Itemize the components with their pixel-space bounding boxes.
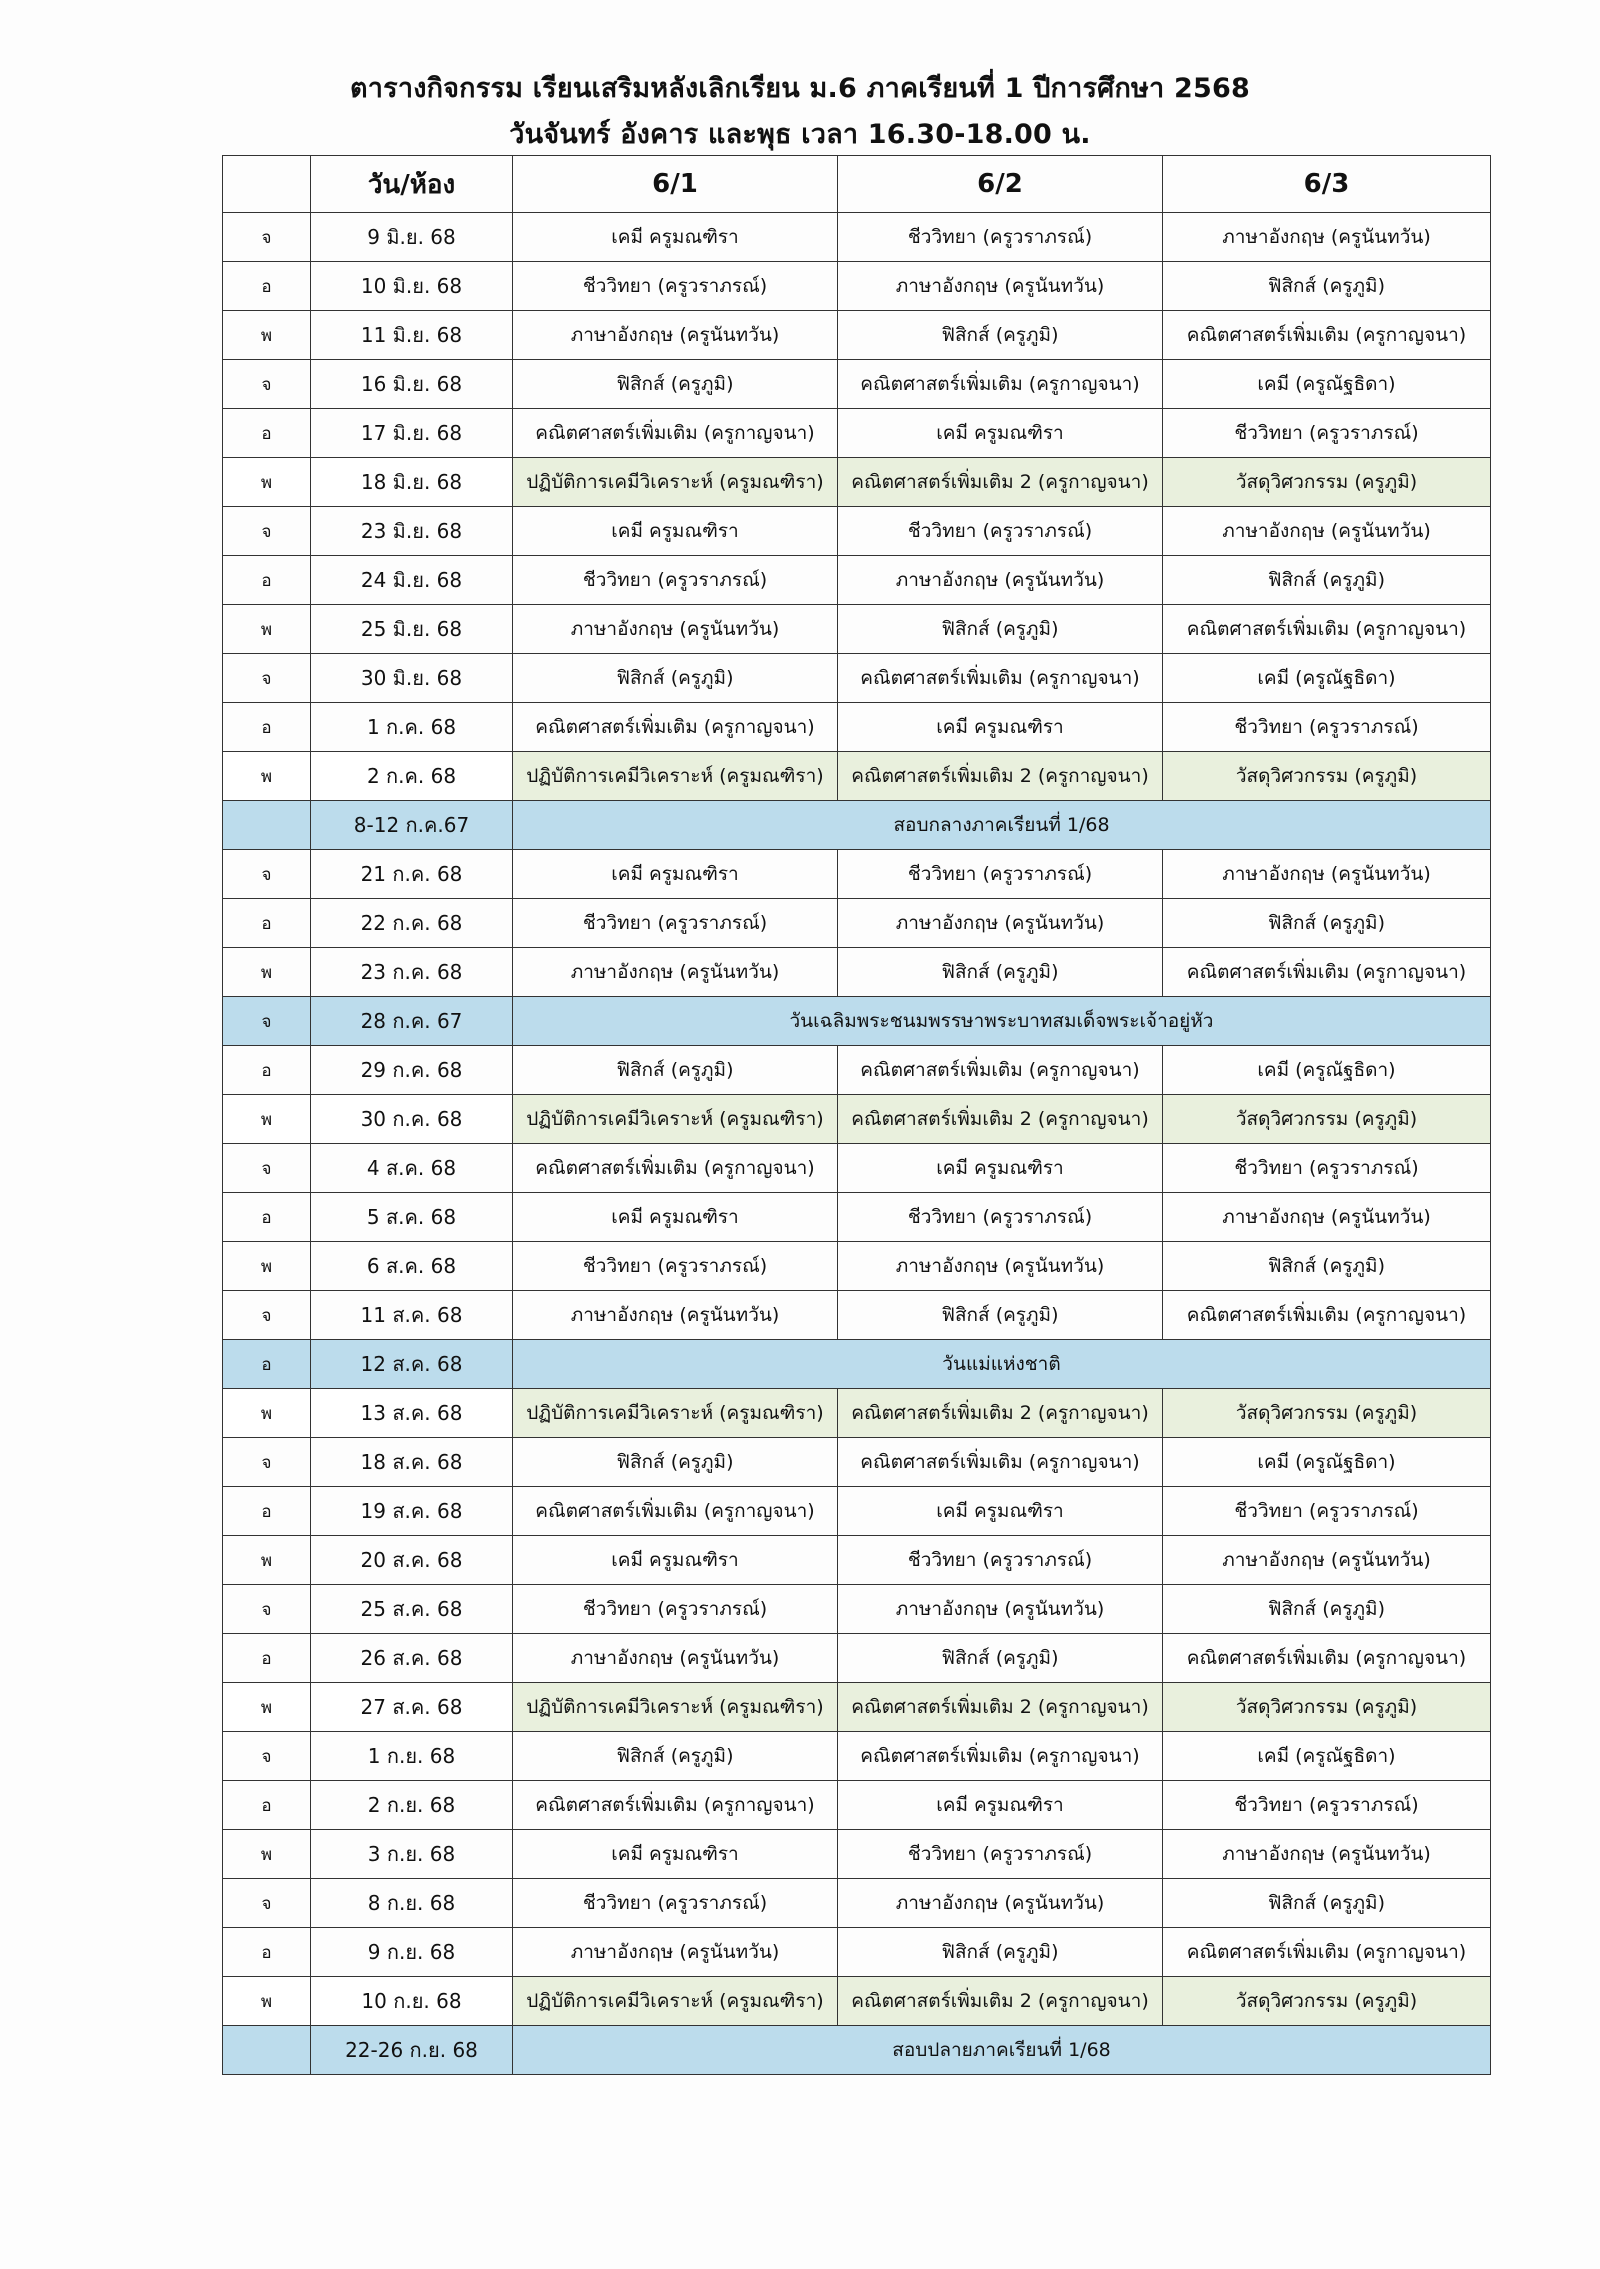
- date-cell: 25 มิ.ย. 68: [311, 605, 513, 654]
- date-cell: 24 มิ.ย. 68: [311, 556, 513, 605]
- room-6-3-cell: ชีววิทยา (ครูวราภรณ์): [1163, 409, 1491, 458]
- table-row: [223, 850, 1491, 899]
- event-note-cell: สอบปลายภาคเรียนที่ 1/68: [513, 2026, 1491, 2075]
- date-cell: 1 ก.ย. 68: [311, 1732, 513, 1781]
- room-6-1-cell: ฟิสิกส์ (ครูภูมิ): [513, 1438, 838, 1487]
- room-6-1-cell: ภาษาอังกฤษ (ครูนันทวัน): [513, 1928, 838, 1977]
- room-6-1-cell: ฟิสิกส์ (ครูภูมิ): [513, 1732, 838, 1781]
- date-cell: 17 มิ.ย. 68: [311, 409, 513, 458]
- date-cell: 25 ส.ค. 68: [311, 1585, 513, 1634]
- table-row: [223, 262, 1491, 311]
- page-subtitle: วันจันทร์ อังคาร และพุธ เวลา 16.30-18.00 น.: [509, 119, 1091, 150]
- room-6-2-cell: คณิตศาสตร์เพิ่มเติม (ครูกาญจนา): [838, 360, 1163, 409]
- day-cell: จ: [223, 1585, 311, 1634]
- day-cell: พ: [223, 1977, 311, 2026]
- room-6-2-cell: ภาษาอังกฤษ (ครูนันทวัน): [838, 1242, 1163, 1291]
- room-6-1-cell: ชีววิทยา (ครูวราภรณ์): [513, 1879, 838, 1928]
- room-6-3-cell: วัสดุวิศวกรรม (ครูภูมิ): [1163, 752, 1491, 801]
- table-row: [223, 948, 1491, 997]
- event-row: [223, 997, 1491, 1046]
- room-6-3-cell: ภาษาอังกฤษ (ครูนันทวัน): [1163, 213, 1491, 262]
- event-row: [223, 2026, 1491, 2075]
- event-row: [223, 1340, 1491, 1389]
- room-6-3-cell: เคมี (ครูณัฐธิดา): [1163, 654, 1491, 703]
- room-6-3-cell: ภาษาอังกฤษ (ครูนันทวัน): [1163, 507, 1491, 556]
- table-row: [223, 605, 1491, 654]
- room-6-3-cell: เคมี (ครูณัฐธิดา): [1163, 1438, 1491, 1487]
- event-row: [223, 801, 1491, 850]
- room-6-3-cell: คณิตศาสตร์เพิ่มเติม (ครูกาญจนา): [1163, 948, 1491, 997]
- room-6-2-cell: ชีววิทยา (ครูวราภรณ์): [838, 213, 1163, 262]
- table-row: [223, 1879, 1491, 1928]
- date-cell: 1 ก.ค. 68: [311, 703, 513, 752]
- date-cell: 20 ส.ค. 68: [311, 1536, 513, 1585]
- table-row: [223, 1242, 1491, 1291]
- room-6-3-cell: ฟิสิกส์ (ครูภูมิ): [1163, 1242, 1491, 1291]
- table-row: [223, 1438, 1491, 1487]
- date-cell: 2 ก.ย. 68: [311, 1781, 513, 1830]
- room-6-2-cell: ชีววิทยา (ครูวราภรณ์): [838, 1193, 1163, 1242]
- room-6-3-cell: เคมี (ครูณัฐธิดา): [1163, 1046, 1491, 1095]
- room-6-2-cell: ชีววิทยา (ครูวราภรณ์): [838, 507, 1163, 556]
- date-cell: 8-12 ก.ค.67: [311, 801, 513, 850]
- day-cell: อ: [223, 1340, 311, 1389]
- date-cell: 30 มิ.ย. 68: [311, 654, 513, 703]
- date-cell: 10 มิ.ย. 68: [311, 262, 513, 311]
- room-6-1-cell: ปฏิบัติการเคมีวิเคราะห์ (ครูมณฑิรา): [513, 1683, 838, 1732]
- day-cell: จ: [223, 1291, 311, 1340]
- date-cell: 4 ส.ค. 68: [311, 1144, 513, 1193]
- day-cell: พ: [223, 752, 311, 801]
- day-cell: พ: [223, 1683, 311, 1732]
- date-cell: 18 มิ.ย. 68: [311, 458, 513, 507]
- day-cell: อ: [223, 1193, 311, 1242]
- room-6-3-cell: ฟิสิกส์ (ครูภูมิ): [1163, 1585, 1491, 1634]
- room-6-2-cell: ฟิสิกส์ (ครูภูมิ): [838, 605, 1163, 654]
- table-row: [223, 1487, 1491, 1536]
- date-cell: 9 ก.ย. 68: [311, 1928, 513, 1977]
- room-6-2-cell: คณิตศาสตร์เพิ่มเติม 2 (ครูกาญจนา): [838, 1683, 1163, 1732]
- date-cell: 16 มิ.ย. 68: [311, 360, 513, 409]
- schedule-body: [223, 213, 1491, 2075]
- room-6-3-cell: วัสดุวิศวกรรม (ครูภูมิ): [1163, 458, 1491, 507]
- room-6-3-cell: ชีววิทยา (ครูวราภรณ์): [1163, 703, 1491, 752]
- room-6-1-cell: ปฏิบัติการเคมีวิเคราะห์ (ครูมณฑิรา): [513, 458, 838, 507]
- room-6-3-cell: วัสดุวิศวกรรม (ครูภูมิ): [1163, 1389, 1491, 1438]
- table-row: [223, 409, 1491, 458]
- table-row: [223, 556, 1491, 605]
- table-row: [223, 458, 1491, 507]
- room-6-3-cell: วัสดุวิศวกรรม (ครูภูมิ): [1163, 1683, 1491, 1732]
- room-6-1-cell: ปฏิบัติการเคมีวิเคราะห์ (ครูมณฑิรา): [513, 1095, 838, 1144]
- room-6-3-cell: คณิตศาสตร์เพิ่มเติม (ครูกาญจนา): [1163, 1634, 1491, 1683]
- date-cell: 11 มิ.ย. 68: [311, 311, 513, 360]
- table-row: [223, 1046, 1491, 1095]
- table-row: [223, 213, 1491, 262]
- date-cell: 5 ส.ค. 68: [311, 1193, 513, 1242]
- room-6-2-cell: คณิตศาสตร์เพิ่มเติม (ครูกาญจนา): [838, 1046, 1163, 1095]
- table-row: [223, 1193, 1491, 1242]
- room-6-1-cell: ฟิสิกส์ (ครูภูมิ): [513, 1046, 838, 1095]
- room-6-2-cell: คณิตศาสตร์เพิ่มเติม 2 (ครูกาญจนา): [838, 1095, 1163, 1144]
- day-cell: อ: [223, 1487, 311, 1536]
- room-6-3-cell: ภาษาอังกฤษ (ครูนันทวัน): [1163, 1193, 1491, 1242]
- day-cell: พ: [223, 1095, 311, 1144]
- date-cell: 30 ก.ค. 68: [311, 1095, 513, 1144]
- room-6-2-cell: ภาษาอังกฤษ (ครูนันทวัน): [838, 1879, 1163, 1928]
- room-6-2-cell: เคมี ครูมณฑิรา: [838, 703, 1163, 752]
- room-6-1-cell: เคมี ครูมณฑิรา: [513, 1193, 838, 1242]
- table-row: [223, 1830, 1491, 1879]
- date-cell: 10 ก.ย. 68: [311, 1977, 513, 2026]
- date-cell: 27 ส.ค. 68: [311, 1683, 513, 1732]
- date-cell: 9 มิ.ย. 68: [311, 213, 513, 262]
- room-6-1-cell: ภาษาอังกฤษ (ครูนันทวัน): [513, 1291, 838, 1340]
- date-cell: 12 ส.ค. 68: [311, 1340, 513, 1389]
- room-6-2-cell: เคมี ครูมณฑิรา: [838, 409, 1163, 458]
- room-6-2-cell: ฟิสิกส์ (ครูภูมิ): [838, 311, 1163, 360]
- header-room-6-1: 6/1: [513, 156, 838, 213]
- day-cell: อ: [223, 409, 311, 458]
- day-cell: จ: [223, 654, 311, 703]
- day-cell: [223, 801, 311, 850]
- room-6-3-cell: ฟิสิกส์ (ครูภูมิ): [1163, 556, 1491, 605]
- day-cell: พ: [223, 1830, 311, 1879]
- table-row: [223, 1928, 1491, 1977]
- day-cell: จ: [223, 507, 311, 556]
- room-6-1-cell: คณิตศาสตร์เพิ่มเติม (ครูกาญจนา): [513, 1144, 838, 1193]
- room-6-3-cell: คณิตศาสตร์เพิ่มเติม (ครูกาญจนา): [1163, 1928, 1491, 1977]
- header-date-room: วัน/ห้อง: [311, 156, 513, 213]
- room-6-1-cell: คณิตศาสตร์เพิ่มเติม (ครูกาญจนา): [513, 1781, 838, 1830]
- day-cell: อ: [223, 1046, 311, 1095]
- room-6-1-cell: ชีววิทยา (ครูวราภรณ์): [513, 556, 838, 605]
- table-row: [223, 1781, 1491, 1830]
- table-row: [223, 1536, 1491, 1585]
- room-6-3-cell: วัสดุวิศวกรรม (ครูภูมิ): [1163, 1095, 1491, 1144]
- room-6-1-cell: เคมี ครูมณฑิรา: [513, 507, 838, 556]
- day-cell: อ: [223, 1928, 311, 1977]
- table-row: [223, 1291, 1491, 1340]
- table-row: [223, 311, 1491, 360]
- room-6-1-cell: เคมี ครูมณฑิรา: [513, 1536, 838, 1585]
- room-6-3-cell: ฟิสิกส์ (ครูภูมิ): [1163, 1879, 1491, 1928]
- table-row: [223, 1095, 1491, 1144]
- table-row: [223, 752, 1491, 801]
- room-6-2-cell: ฟิสิกส์ (ครูภูมิ): [838, 1291, 1163, 1340]
- day-cell: จ: [223, 1438, 311, 1487]
- day-cell: อ: [223, 556, 311, 605]
- date-cell: 13 ส.ค. 68: [311, 1389, 513, 1438]
- room-6-3-cell: ฟิสิกส์ (ครูภูมิ): [1163, 262, 1491, 311]
- table-row: [223, 1634, 1491, 1683]
- day-cell: อ: [223, 1781, 311, 1830]
- table-row: [223, 899, 1491, 948]
- room-6-2-cell: เคมี ครูมณฑิรา: [838, 1144, 1163, 1193]
- room-6-2-cell: ภาษาอังกฤษ (ครูนันทวัน): [838, 1585, 1163, 1634]
- room-6-2-cell: ชีววิทยา (ครูวราภรณ์): [838, 850, 1163, 899]
- room-6-2-cell: เคมี ครูมณฑิรา: [838, 1487, 1163, 1536]
- day-cell: พ: [223, 948, 311, 997]
- room-6-2-cell: ฟิสิกส์ (ครูภูมิ): [838, 1928, 1163, 1977]
- room-6-2-cell: คณิตศาสตร์เพิ่มเติม (ครูกาญจนา): [838, 1732, 1163, 1781]
- table-row: [223, 507, 1491, 556]
- date-cell: 18 ส.ค. 68: [311, 1438, 513, 1487]
- date-cell: 23 ก.ค. 68: [311, 948, 513, 997]
- room-6-1-cell: เคมี ครูมณฑิรา: [513, 213, 838, 262]
- date-cell: 29 ก.ค. 68: [311, 1046, 513, 1095]
- date-cell: 3 ก.ย. 68: [311, 1830, 513, 1879]
- room-6-2-cell: คณิตศาสตร์เพิ่มเติม (ครูกาญจนา): [838, 654, 1163, 703]
- room-6-1-cell: ชีววิทยา (ครูวราภรณ์): [513, 262, 838, 311]
- room-6-3-cell: เคมี (ครูณัฐธิดา): [1163, 360, 1491, 409]
- event-note-cell: วันแม่แห่งชาติ: [513, 1340, 1491, 1389]
- room-6-1-cell: ฟิสิกส์ (ครูภูมิ): [513, 360, 838, 409]
- room-6-3-cell: คณิตศาสตร์เพิ่มเติม (ครูกาญจนา): [1163, 311, 1491, 360]
- header-room-6-2: 6/2: [838, 156, 1163, 213]
- room-6-3-cell: ชีววิทยา (ครูวราภรณ์): [1163, 1144, 1491, 1193]
- table-row: [223, 1683, 1491, 1732]
- table-row: [223, 654, 1491, 703]
- room-6-2-cell: คณิตศาสตร์เพิ่มเติม 2 (ครูกาญจนา): [838, 752, 1163, 801]
- event-note-cell: สอบกลางภาคเรียนที่ 1/68: [513, 801, 1491, 850]
- room-6-2-cell: คณิตศาสตร์เพิ่มเติม 2 (ครูกาญจนา): [838, 458, 1163, 507]
- room-6-1-cell: ปฏิบัติการเคมีวิเคราะห์ (ครูมณฑิรา): [513, 752, 838, 801]
- table-row: [223, 1144, 1491, 1193]
- room-6-1-cell: เคมี ครูมณฑิรา: [513, 850, 838, 899]
- room-6-3-cell: ฟิสิกส์ (ครูภูมิ): [1163, 899, 1491, 948]
- table-row: [223, 1389, 1491, 1438]
- date-cell: 28 ก.ค. 67: [311, 997, 513, 1046]
- day-cell: พ: [223, 1536, 311, 1585]
- room-6-1-cell: คณิตศาสตร์เพิ่มเติม (ครูกาญจนา): [513, 703, 838, 752]
- room-6-1-cell: ภาษาอังกฤษ (ครูนันทวัน): [513, 311, 838, 360]
- table-row: [223, 703, 1491, 752]
- table-row: [223, 1732, 1491, 1781]
- table-row: [223, 360, 1491, 409]
- day-cell: พ: [223, 1389, 311, 1438]
- room-6-3-cell: ภาษาอังกฤษ (ครูนันทวัน): [1163, 1830, 1491, 1879]
- day-cell: จ: [223, 997, 311, 1046]
- day-cell: จ: [223, 850, 311, 899]
- room-6-1-cell: ภาษาอังกฤษ (ครูนันทวัน): [513, 1634, 838, 1683]
- room-6-1-cell: ปฏิบัติการเคมีวิเคราะห์ (ครูมณฑิรา): [513, 1389, 838, 1438]
- header-day: [223, 156, 311, 213]
- room-6-3-cell: ชีววิทยา (ครูวราภรณ์): [1163, 1781, 1491, 1830]
- day-cell: พ: [223, 311, 311, 360]
- room-6-2-cell: ฟิสิกส์ (ครูภูมิ): [838, 1634, 1163, 1683]
- room-6-3-cell: ภาษาอังกฤษ (ครูนันทวัน): [1163, 1536, 1491, 1585]
- room-6-1-cell: ชีววิทยา (ครูวราภรณ์): [513, 1242, 838, 1291]
- room-6-2-cell: ชีววิทยา (ครูวราภรณ์): [838, 1536, 1163, 1585]
- room-6-1-cell: คณิตศาสตร์เพิ่มเติม (ครูกาญจนา): [513, 409, 838, 458]
- room-6-1-cell: ปฏิบัติการเคมีวิเคราะห์ (ครูมณฑิรา): [513, 1977, 838, 2026]
- day-cell: อ: [223, 703, 311, 752]
- day-cell: จ: [223, 213, 311, 262]
- date-cell: 6 ส.ค. 68: [311, 1242, 513, 1291]
- date-cell: 22 ก.ค. 68: [311, 899, 513, 948]
- day-cell: อ: [223, 262, 311, 311]
- room-6-3-cell: คณิตศาสตร์เพิ่มเติม (ครูกาญจนา): [1163, 605, 1491, 654]
- date-cell: 22-26 ก.ย. 68: [311, 2026, 513, 2075]
- room-6-1-cell: ฟิสิกส์ (ครูภูมิ): [513, 654, 838, 703]
- room-6-2-cell: คณิตศาสตร์เพิ่มเติม 2 (ครูกาญจนา): [838, 1977, 1163, 2026]
- room-6-3-cell: ชีววิทยา (ครูวราภรณ์): [1163, 1487, 1491, 1536]
- room-6-1-cell: ภาษาอังกฤษ (ครูนันทวัน): [513, 605, 838, 654]
- date-cell: 8 ก.ย. 68: [311, 1879, 513, 1928]
- room-6-3-cell: วัสดุวิศวกรรม (ครูภูมิ): [1163, 1977, 1491, 2026]
- date-cell: 11 ส.ค. 68: [311, 1291, 513, 1340]
- room-6-2-cell: ภาษาอังกฤษ (ครูนันทวัน): [838, 556, 1163, 605]
- room-6-2-cell: ภาษาอังกฤษ (ครูนันทวัน): [838, 262, 1163, 311]
- room-6-2-cell: เคมี ครูมณฑิรา: [838, 1781, 1163, 1830]
- room-6-1-cell: ภาษาอังกฤษ (ครูนันทวัน): [513, 948, 838, 997]
- day-cell: [223, 2026, 311, 2075]
- day-cell: จ: [223, 360, 311, 409]
- day-cell: พ: [223, 1242, 311, 1291]
- room-6-1-cell: ชีววิทยา (ครูวราภรณ์): [513, 899, 838, 948]
- room-6-3-cell: ภาษาอังกฤษ (ครูนันทวัน): [1163, 850, 1491, 899]
- header-room-6-3: 6/3: [1163, 156, 1491, 213]
- day-cell: อ: [223, 1634, 311, 1683]
- room-6-2-cell: ฟิสิกส์ (ครูภูมิ): [838, 948, 1163, 997]
- table-row: [223, 1585, 1491, 1634]
- schedule-table: [222, 155, 1491, 2075]
- room-6-1-cell: คณิตศาสตร์เพิ่มเติม (ครูกาญจนา): [513, 1487, 838, 1536]
- room-6-2-cell: ชีววิทยา (ครูวราภรณ์): [838, 1830, 1163, 1879]
- date-cell: 26 ส.ค. 68: [311, 1634, 513, 1683]
- table-row: [223, 1977, 1491, 2026]
- date-cell: 2 ก.ค. 68: [311, 752, 513, 801]
- date-cell: 23 มิ.ย. 68: [311, 507, 513, 556]
- date-cell: 19 ส.ค. 68: [311, 1487, 513, 1536]
- day-cell: จ: [223, 1879, 311, 1928]
- room-6-3-cell: คณิตศาสตร์เพิ่มเติม (ครูกาญจนา): [1163, 1291, 1491, 1340]
- day-cell: อ: [223, 899, 311, 948]
- room-6-3-cell: เคมี (ครูณัฐธิดา): [1163, 1732, 1491, 1781]
- date-cell: 21 ก.ค. 68: [311, 850, 513, 899]
- day-cell: พ: [223, 605, 311, 654]
- day-cell: จ: [223, 1144, 311, 1193]
- page-title: ตารางกิจกรรม เรียนเสริมหลังเลิกเรียน ม.6 ภาคเรียนที่ 1 ปีการศึกษา 2568: [350, 73, 1250, 104]
- room-6-1-cell: ชีววิทยา (ครูวราภรณ์): [513, 1585, 838, 1634]
- room-6-2-cell: คณิตศาสตร์เพิ่มเติม 2 (ครูกาญจนา): [838, 1389, 1163, 1438]
- event-note-cell: วันเฉลิมพระชนมพรรษาพระบาทสมเด็จพระเจ้าอยู่หัว: [513, 997, 1491, 1046]
- day-cell: จ: [223, 1732, 311, 1781]
- room-6-1-cell: เคมี ครูมณฑิรา: [513, 1830, 838, 1879]
- room-6-2-cell: ภาษาอังกฤษ (ครูนันทวัน): [838, 899, 1163, 948]
- room-6-2-cell: คณิตศาสตร์เพิ่มเติม (ครูกาญจนา): [838, 1438, 1163, 1487]
- day-cell: พ: [223, 458, 311, 507]
- table-header-row: [223, 156, 1491, 213]
